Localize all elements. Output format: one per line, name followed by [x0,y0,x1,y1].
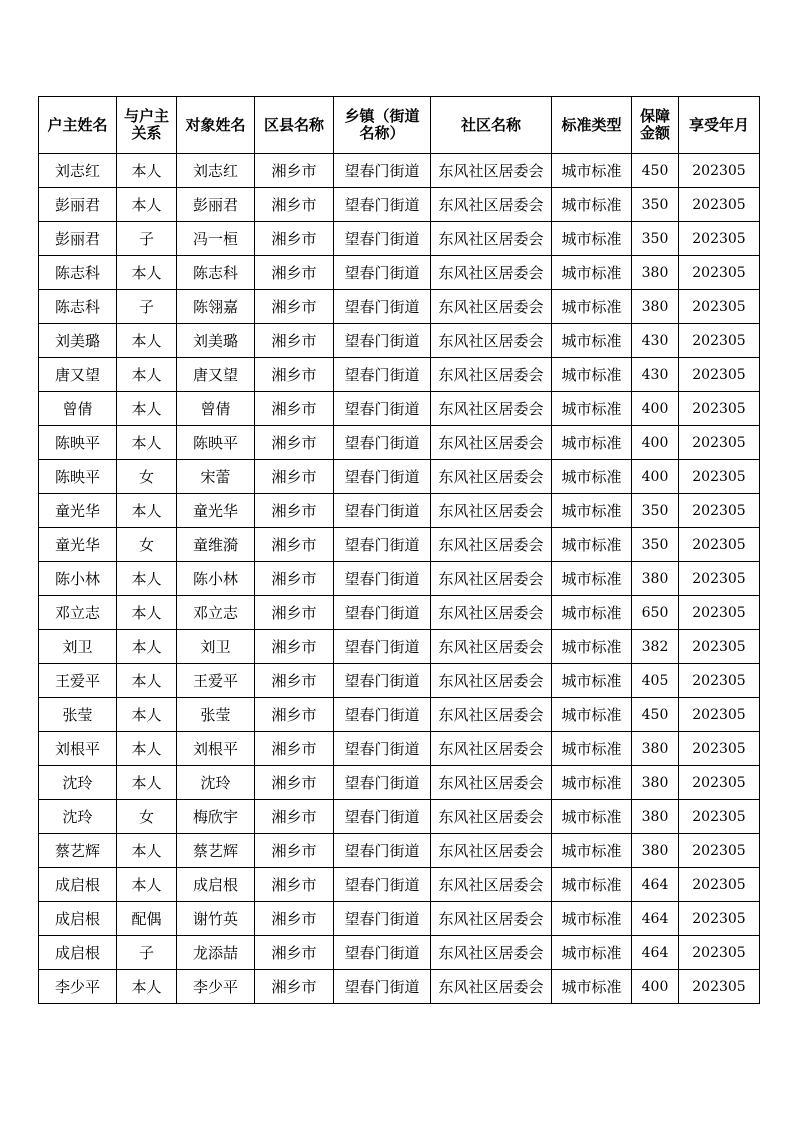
cell-period: 202305 [679,154,760,188]
cell-community: 东风社区居委会 [431,936,552,970]
cell-standard-type: 城市标准 [552,460,632,494]
cell-standard-type: 城市标准 [552,324,632,358]
cell-period: 202305 [679,256,760,290]
cell-county: 湘乡市 [255,528,334,562]
cell-amount: 350 [632,222,679,256]
cell-period: 202305 [679,800,760,834]
cell-householder-name: 童光华 [39,494,117,528]
cell-community: 东风社区居委会 [431,358,552,392]
cell-relation: 本人 [117,562,177,596]
cell-recipient-name: 沈玲 [177,766,255,800]
cell-amount: 380 [632,562,679,596]
cell-county: 湘乡市 [255,460,334,494]
table-row [39,358,760,392]
cell-period: 202305 [679,834,760,868]
cell-community: 东风社区居委会 [431,528,552,562]
header-township: 乡镇（街道名称） [334,97,431,154]
cell-period: 202305 [679,664,760,698]
cell-period: 202305 [679,596,760,630]
cell-township: 望春门街道 [334,970,431,1004]
cell-community: 东风社区居委会 [431,630,552,664]
table-row [39,256,760,290]
cell-county: 湘乡市 [255,222,334,256]
cell-amount: 380 [632,800,679,834]
cell-township: 望春门街道 [334,698,431,732]
cell-householder-name: 邓立志 [39,596,117,630]
header-county: 区县名称 [255,97,334,154]
header-standard-type: 标准类型 [552,97,632,154]
cell-standard-type: 城市标准 [552,630,632,664]
cell-amount: 464 [632,902,679,936]
cell-relation: 本人 [117,324,177,358]
cell-township: 望春门街道 [334,800,431,834]
cell-township: 望春门街道 [334,664,431,698]
cell-amount: 464 [632,868,679,902]
header-relation: 与户主关系 [117,97,177,154]
cell-community: 东风社区居委会 [431,902,552,936]
cell-period: 202305 [679,426,760,460]
cell-standard-type: 城市标准 [552,698,632,732]
cell-relation: 本人 [117,732,177,766]
cell-relation: 本人 [117,698,177,732]
cell-recipient-name: 王爱平 [177,664,255,698]
cell-standard-type: 城市标准 [552,426,632,460]
cell-community: 东风社区居委会 [431,426,552,460]
table-row [39,528,760,562]
cell-township: 望春门街道 [334,222,431,256]
cell-standard-type: 城市标准 [552,188,632,222]
cell-township: 望春门街道 [334,936,431,970]
cell-householder-name: 刘卫 [39,630,117,664]
cell-county: 湘乡市 [255,358,334,392]
cell-township: 望春门街道 [334,562,431,596]
cell-standard-type: 城市标准 [552,868,632,902]
cell-community: 东风社区居委会 [431,732,552,766]
cell-county: 湘乡市 [255,596,334,630]
cell-relation: 本人 [117,392,177,426]
cell-township: 望春门街道 [334,358,431,392]
cell-community: 东风社区居委会 [431,698,552,732]
table-row [39,732,760,766]
cell-county: 湘乡市 [255,494,334,528]
cell-amount: 650 [632,596,679,630]
cell-period: 202305 [679,324,760,358]
cell-recipient-name: 邓立志 [177,596,255,630]
cell-householder-name: 沈玲 [39,800,117,834]
cell-recipient-name: 刘卫 [177,630,255,664]
table-row [39,460,760,494]
cell-relation: 本人 [117,596,177,630]
table-row [39,868,760,902]
cell-householder-name: 成启根 [39,902,117,936]
cell-period: 202305 [679,222,760,256]
cell-period: 202305 [679,970,760,1004]
cell-amount: 450 [632,698,679,732]
cell-township: 望春门街道 [334,392,431,426]
cell-county: 湘乡市 [255,290,334,324]
cell-householder-name: 沈玲 [39,766,117,800]
cell-householder-name: 陈小林 [39,562,117,596]
cell-community: 东风社区居委会 [431,562,552,596]
cell-standard-type: 城市标准 [552,256,632,290]
cell-standard-type: 城市标准 [552,392,632,426]
cell-amount: 430 [632,358,679,392]
cell-township: 望春门街道 [334,290,431,324]
cell-recipient-name: 梅欣宇 [177,800,255,834]
cell-standard-type: 城市标准 [552,528,632,562]
cell-householder-name: 陈志科 [39,256,117,290]
cell-recipient-name: 刘根平 [177,732,255,766]
table-row [39,494,760,528]
cell-period: 202305 [679,290,760,324]
table-row [39,698,760,732]
cell-relation: 女 [117,460,177,494]
cell-township: 望春门街道 [334,732,431,766]
cell-community: 东风社区居委会 [431,494,552,528]
cell-period: 202305 [679,188,760,222]
cell-relation: 本人 [117,426,177,460]
cell-standard-type: 城市标准 [552,494,632,528]
cell-relation: 本人 [117,630,177,664]
cell-recipient-name: 陈映平 [177,426,255,460]
header-period: 享受年月 [679,97,760,154]
cell-recipient-name: 曾倩 [177,392,255,426]
cell-county: 湘乡市 [255,392,334,426]
cell-township: 望春门街道 [334,528,431,562]
cell-amount: 405 [632,664,679,698]
cell-amount: 380 [632,256,679,290]
cell-amount: 350 [632,494,679,528]
cell-standard-type: 城市标准 [552,800,632,834]
cell-county: 湘乡市 [255,562,334,596]
cell-relation: 子 [117,290,177,324]
cell-period: 202305 [679,562,760,596]
cell-householder-name: 李少平 [39,970,117,1004]
table-row [39,596,760,630]
cell-householder-name: 陈志科 [39,290,117,324]
cell-householder-name: 彭丽君 [39,222,117,256]
cell-township: 望春门街道 [334,324,431,358]
cell-county: 湘乡市 [255,630,334,664]
cell-householder-name: 陈映平 [39,426,117,460]
cell-township: 望春门街道 [334,256,431,290]
cell-community: 东风社区居委会 [431,834,552,868]
cell-county: 湘乡市 [255,970,334,1004]
cell-community: 东风社区居委会 [431,256,552,290]
cell-householder-name: 蔡艺辉 [39,834,117,868]
cell-amount: 400 [632,460,679,494]
cell-standard-type: 城市标准 [552,664,632,698]
cell-amount: 350 [632,528,679,562]
cell-amount: 464 [632,936,679,970]
cell-community: 东风社区居委会 [431,664,552,698]
table-row [39,970,760,1004]
cell-period: 202305 [679,460,760,494]
cell-township: 望春门街道 [334,188,431,222]
table-row [39,630,760,664]
table-row [39,834,760,868]
cell-period: 202305 [679,868,760,902]
cell-period: 202305 [679,358,760,392]
cell-period: 202305 [679,766,760,800]
cell-amount: 380 [632,290,679,324]
cell-period: 202305 [679,630,760,664]
cell-householder-name: 成启根 [39,868,117,902]
cell-period: 202305 [679,528,760,562]
cell-county: 湘乡市 [255,188,334,222]
cell-period: 202305 [679,902,760,936]
cell-recipient-name: 冯一桓 [177,222,255,256]
cell-relation: 本人 [117,868,177,902]
table-row [39,222,760,256]
table-row [39,562,760,596]
cell-amount: 400 [632,970,679,1004]
cell-householder-name: 曾倩 [39,392,117,426]
table-row [39,154,760,188]
table-row [39,766,760,800]
table-row [39,902,760,936]
cell-amount: 400 [632,426,679,460]
cell-county: 湘乡市 [255,902,334,936]
cell-recipient-name: 陈翎嘉 [177,290,255,324]
cell-county: 湘乡市 [255,936,334,970]
cell-relation: 女 [117,528,177,562]
cell-period: 202305 [679,494,760,528]
cell-standard-type: 城市标准 [552,222,632,256]
cell-county: 湘乡市 [255,732,334,766]
table-row [39,664,760,698]
cell-amount: 380 [632,732,679,766]
cell-standard-type: 城市标准 [552,834,632,868]
header-householder-name: 户主姓名 [39,97,117,154]
cell-recipient-name: 童光华 [177,494,255,528]
cell-recipient-name: 陈小林 [177,562,255,596]
cell-recipient-name: 刘志红 [177,154,255,188]
cell-county: 湘乡市 [255,800,334,834]
cell-township: 望春门街道 [334,766,431,800]
cell-recipient-name: 刘美璐 [177,324,255,358]
cell-relation: 配偶 [117,902,177,936]
cell-recipient-name: 宋蕾 [177,460,255,494]
cell-community: 东风社区居委会 [431,222,552,256]
cell-recipient-name: 彭丽君 [177,188,255,222]
cell-relation: 本人 [117,188,177,222]
cell-relation: 女 [117,800,177,834]
cell-county: 湘乡市 [255,154,334,188]
cell-amount: 382 [632,630,679,664]
cell-recipient-name: 成启根 [177,868,255,902]
cell-relation: 本人 [117,970,177,1004]
table-row [39,324,760,358]
cell-amount: 400 [632,392,679,426]
cell-relation: 本人 [117,154,177,188]
cell-standard-type: 城市标准 [552,970,632,1004]
cell-householder-name: 陈映平 [39,460,117,494]
cell-recipient-name: 蔡艺辉 [177,834,255,868]
cell-householder-name: 唐又望 [39,358,117,392]
table-row [39,290,760,324]
cell-householder-name: 童光华 [39,528,117,562]
cell-householder-name: 王爱平 [39,664,117,698]
cell-township: 望春门街道 [334,868,431,902]
assistance-roster-table [38,96,760,1004]
cell-standard-type: 城市标准 [552,290,632,324]
cell-standard-type: 城市标准 [552,902,632,936]
cell-recipient-name: 童维漪 [177,528,255,562]
cell-standard-type: 城市标准 [552,154,632,188]
header-amount: 保障金额 [632,97,679,154]
table-header-row [39,97,760,154]
cell-township: 望春门街道 [334,154,431,188]
cell-community: 东风社区居委会 [431,868,552,902]
cell-relation: 本人 [117,664,177,698]
cell-county: 湘乡市 [255,868,334,902]
cell-county: 湘乡市 [255,698,334,732]
cell-relation: 本人 [117,494,177,528]
cell-community: 东风社区居委会 [431,324,552,358]
cell-householder-name: 彭丽君 [39,188,117,222]
cell-community: 东风社区居委会 [431,290,552,324]
cell-amount: 380 [632,834,679,868]
table-row [39,392,760,426]
cell-standard-type: 城市标准 [552,358,632,392]
cell-township: 望春门街道 [334,494,431,528]
cell-standard-type: 城市标准 [552,936,632,970]
cell-relation: 本人 [117,358,177,392]
cell-standard-type: 城市标准 [552,766,632,800]
cell-county: 湘乡市 [255,834,334,868]
cell-amount: 430 [632,324,679,358]
cell-householder-name: 刘志红 [39,154,117,188]
cell-period: 202305 [679,392,760,426]
header-community: 社区名称 [431,97,552,154]
cell-township: 望春门街道 [334,460,431,494]
cell-community: 东风社区居委会 [431,970,552,1004]
cell-amount: 450 [632,154,679,188]
cell-standard-type: 城市标准 [552,732,632,766]
cell-recipient-name: 陈志科 [177,256,255,290]
cell-county: 湘乡市 [255,324,334,358]
cell-township: 望春门街道 [334,834,431,868]
cell-householder-name: 成启根 [39,936,117,970]
cell-community: 东风社区居委会 [431,766,552,800]
cell-recipient-name: 龙添喆 [177,936,255,970]
cell-community: 东风社区居委会 [431,154,552,188]
cell-township: 望春门街道 [334,426,431,460]
cell-householder-name: 刘根平 [39,732,117,766]
cell-county: 湘乡市 [255,256,334,290]
cell-county: 湘乡市 [255,766,334,800]
cell-community: 东风社区居委会 [431,596,552,630]
cell-relation: 子 [117,222,177,256]
table-row [39,800,760,834]
cell-amount: 350 [632,188,679,222]
cell-relation: 本人 [117,766,177,800]
cell-community: 东风社区居委会 [431,800,552,834]
cell-township: 望春门街道 [334,630,431,664]
table-row [39,936,760,970]
cell-county: 湘乡市 [255,426,334,460]
cell-standard-type: 城市标准 [552,562,632,596]
cell-period: 202305 [679,936,760,970]
table-row [39,426,760,460]
cell-county: 湘乡市 [255,664,334,698]
cell-period: 202305 [679,698,760,732]
table-row [39,188,760,222]
cell-recipient-name: 唐又望 [177,358,255,392]
header-recipient-name: 对象姓名 [177,97,255,154]
cell-recipient-name: 张莹 [177,698,255,732]
cell-community: 东风社区居委会 [431,392,552,426]
cell-relation: 本人 [117,834,177,868]
cell-recipient-name: 谢竹英 [177,902,255,936]
cell-community: 东风社区居委会 [431,188,552,222]
cell-amount: 380 [632,766,679,800]
cell-householder-name: 张莹 [39,698,117,732]
cell-period: 202305 [679,732,760,766]
cell-householder-name: 刘美璐 [39,324,117,358]
cell-recipient-name: 李少平 [177,970,255,1004]
table-body [39,154,760,1004]
cell-township: 望春门街道 [334,596,431,630]
cell-standard-type: 城市标准 [552,596,632,630]
cell-township: 望春门街道 [334,902,431,936]
cell-relation: 本人 [117,256,177,290]
cell-community: 东风社区居委会 [431,460,552,494]
cell-relation: 子 [117,936,177,970]
